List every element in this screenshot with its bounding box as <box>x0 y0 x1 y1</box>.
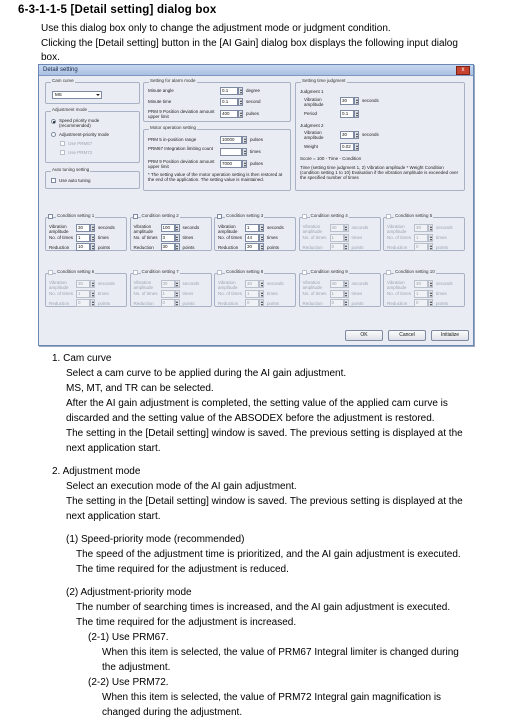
speed-priority-label: Speed priority mode (recommended) <box>59 118 100 128</box>
judgment-group <box>295 78 465 191</box>
group-title: Adjustment mode <box>52 107 88 112</box>
reduction-input[interactable]: 10 <box>76 243 90 251</box>
sub-item-heading: (2-2) Use PRM72. <box>88 677 169 688</box>
vib-label: Vibration amplitude <box>49 224 69 234</box>
times-input[interactable]: 1 <box>245 290 259 298</box>
j2-weight-label: Weight <box>304 144 318 149</box>
vib-unit: seconds <box>98 225 115 230</box>
section-heading: 6-3-1-1-5 [Detail setting] dialog box <box>18 4 217 16</box>
alarm-mode-group <box>143 78 291 122</box>
reduction-label: Reduction <box>218 245 239 250</box>
reduction-unit: points <box>351 301 364 306</box>
use-prm72-label: Use PRM72 <box>68 150 93 155</box>
paragraph-line: MS, MT, and TR can be selected. <box>66 383 214 394</box>
motor-operation-group <box>143 125 291 191</box>
j1-vib-unit: seconds <box>362 98 379 103</box>
reduction-input[interactable]: 0 <box>161 299 175 307</box>
vib-label: Vibration amplitude <box>387 224 407 234</box>
vib-spinner[interactable] <box>344 224 349 232</box>
times-spinner[interactable] <box>428 290 433 298</box>
group-title: Condition setting 4 <box>310 213 348 218</box>
condition-enable-checkbox[interactable] <box>133 270 138 275</box>
group-title: Condition setting 8 <box>226 269 264 274</box>
spacer <box>52 577 500 585</box>
reduction-label: Reduction <box>302 245 323 250</box>
reduction-unit: points <box>182 245 195 250</box>
min-angle-label: Minute angle <box>148 88 174 93</box>
condition-setting-group <box>45 269 127 307</box>
vib-spinner[interactable] <box>428 224 433 232</box>
adjustment-priority-label: Adjustment-priority mode <box>59 132 110 137</box>
cam-curve-select[interactable] <box>52 91 102 99</box>
times-label: No. of times <box>133 291 158 296</box>
sub-item-heading: (2) Adjustment-priority mode <box>66 587 192 598</box>
condition-enable-checkbox[interactable] <box>133 214 138 219</box>
reduction-unit: points <box>436 245 449 250</box>
motor-prm9-unit: pulses <box>250 161 264 166</box>
group-title: Motor operation setting <box>150 125 197 130</box>
vib-unit: seconds <box>436 281 453 286</box>
vib-input[interactable]: 30 <box>76 280 90 288</box>
times-input[interactable]: 1 <box>330 234 344 242</box>
paragraph-line: The time required for the adjustment is reduced. <box>76 564 289 575</box>
paragraph-line: The setting in the [Detail setting] window is saved. The previous setting is displayed at the <box>66 428 463 439</box>
reduction-input[interactable]: 30 <box>245 243 259 251</box>
group-title: Condition setting 7 <box>141 269 179 274</box>
reduction-label: Reduction <box>49 245 70 250</box>
times-unit: times <box>436 235 447 240</box>
min-angle-input[interactable]: 0.1 <box>220 87 238 95</box>
times-spinner[interactable] <box>175 290 180 298</box>
prm5-unit: pulses <box>250 137 264 142</box>
vib-spinner[interactable] <box>428 280 433 288</box>
times-unit: times <box>98 235 109 240</box>
judgment1-label: Judgment 1 <box>300 89 324 94</box>
reduction-unit: points <box>267 245 280 250</box>
vib-label: Vibration amplitude <box>302 224 323 234</box>
vib-label: Vibration amplitude <box>302 280 323 290</box>
cam-curve-group <box>45 78 140 104</box>
times-spinner[interactable] <box>259 234 264 242</box>
times-unit: times <box>267 291 278 296</box>
judgment2-label: Judgment 2 <box>300 123 324 128</box>
group-title: Cam curve <box>52 78 74 83</box>
condition-enable-checkbox[interactable] <box>48 270 53 275</box>
j1-vib-spinner[interactable] <box>354 97 359 105</box>
vib-input[interactable]: 30 <box>414 280 428 288</box>
j2-vib-label: Vibration amplitude <box>304 130 324 140</box>
reduction-spinner[interactable] <box>344 243 349 251</box>
times-label: No. of times <box>218 291 243 296</box>
auto-tuning-group <box>45 167 140 189</box>
paragraph-line: The time required for the adjustment is increased. <box>76 617 297 628</box>
prm67-unit: times <box>250 149 261 154</box>
condition-enable-checkbox[interactable] <box>217 270 222 275</box>
group-title: Condition setting 9 <box>310 269 348 274</box>
close-icon[interactable]: x <box>456 66 470 75</box>
initialize-button[interactable]: Initialize <box>431 330 469 341</box>
reduction-label: Reduction <box>302 301 323 306</box>
paragraph-line: discarded and the setting value of the ABSODEX before the adjustment is restored. <box>66 413 435 424</box>
vib-unit: seconds <box>351 225 369 230</box>
reduction-unit: points <box>98 301 111 306</box>
detail-setting-dialog <box>38 64 474 346</box>
times-unit: times <box>436 291 447 296</box>
times-label: No. of times <box>387 291 412 296</box>
use-prm72-checkbox[interactable] <box>60 150 65 155</box>
description-list <box>52 351 500 720</box>
adjustment-priority-radio[interactable] <box>51 132 56 137</box>
motor-prm9-input[interactable]: 7000 <box>220 160 242 168</box>
motor-note: * The setting value of the motor operation setting is then restored at the end of the application. The setting value is maintained. <box>148 172 283 182</box>
vib-input[interactable]: 30 <box>161 280 175 288</box>
group-title: Condition setting 3 <box>226 213 264 218</box>
times-unit: times <box>98 291 109 296</box>
vib-label: Vibration amplitude <box>387 280 407 290</box>
condition-enable-checkbox[interactable] <box>386 214 391 219</box>
paragraph-line: Select a cam curve to be applied during the AI gain adjustment. <box>66 368 347 379</box>
vib-label: Vibration amplitude <box>133 280 154 290</box>
paragraph-line: The number of searching times is increased, and the AI gain adjustment is executed. <box>76 602 451 613</box>
reduction-input[interactable]: 0 <box>330 299 344 307</box>
times-input[interactable]: 1 <box>330 290 344 298</box>
vib-unit: seconds <box>351 281 369 286</box>
times-input[interactable]: 44 <box>245 234 259 242</box>
min-angle-spinner[interactable] <box>238 87 243 95</box>
reduction-label: Reduction <box>133 245 154 250</box>
times-unit: times <box>351 291 363 296</box>
reduction-spinner[interactable] <box>428 299 433 307</box>
j1-period-input[interactable]: 0.1 <box>340 110 354 118</box>
dialog-titlebar <box>39 65 473 76</box>
score-formula: Score = 100 - Time - Condition <box>300 156 362 161</box>
use-prm67-label: Use PRM67 <box>68 141 93 146</box>
group-title: Condition setting 1 <box>57 213 95 218</box>
vib-spinner[interactable] <box>344 280 349 288</box>
motor-prm9-spinner[interactable] <box>242 160 247 168</box>
times-unit: times <box>351 235 363 240</box>
paragraph-line: the adjustment. <box>102 662 171 673</box>
alarm-prm9-label: PRM 9 Position deviation amount upper limit <box>148 109 215 119</box>
times-input[interactable]: 1 <box>76 290 90 298</box>
reduction-label: Reduction <box>218 301 239 306</box>
times-label: No. of times <box>49 235 74 240</box>
vib-unit: seconds <box>267 225 284 230</box>
vib-input[interactable]: 100 <box>161 224 175 232</box>
paragraph-line: The speed of the adjustment time is prioritized, and the AI gain adjustment is executed. <box>76 549 461 560</box>
reduction-unit: points <box>182 301 195 306</box>
reduction-unit: points <box>351 245 364 250</box>
condition-setting-group <box>299 269 381 307</box>
group-title: Condition setting 2 <box>141 213 179 218</box>
vib-spinner[interactable] <box>259 224 264 232</box>
condition-setting-group <box>214 213 296 251</box>
reduction-input[interactable]: 0 <box>414 299 428 307</box>
intro-line: Clicking the [Detail setting] button in the [AI Gain] dialog box displays the following input dialog <box>41 37 458 49</box>
min-time-unit: second <box>246 99 261 104</box>
alarm-prm9-spinner[interactable] <box>238 110 243 118</box>
prm67-spinner[interactable] <box>242 148 247 156</box>
condition-setting-group <box>45 213 127 251</box>
reduction-label: Reduction <box>387 301 408 306</box>
times-input[interactable]: 1 <box>414 234 428 242</box>
vib-unit: seconds <box>98 281 115 286</box>
vib-spinner[interactable] <box>90 280 95 288</box>
reduction-label: Reduction <box>387 245 408 250</box>
reduction-unit: points <box>267 301 280 306</box>
condition-setting-group <box>130 269 212 307</box>
min-time-label: Minute time <box>148 99 172 104</box>
alarm-prm9-input[interactable]: 400 <box>220 110 238 118</box>
vib-input[interactable]: 30 <box>330 224 344 232</box>
reduction-unit: points <box>98 245 111 250</box>
j2-weight-spinner[interactable] <box>354 143 359 151</box>
intro-line: Use this dialog box only to change the adjustment mode or judgment condition. <box>41 23 391 34</box>
j2-vib-spinner[interactable] <box>354 131 359 139</box>
condition-enable-checkbox[interactable] <box>386 270 391 275</box>
group-title: Setting for alarm mode <box>150 78 196 83</box>
condition-setting-group <box>130 213 212 251</box>
cancel-button[interactable]: Cancel <box>388 330 426 341</box>
times-spinner[interactable] <box>90 290 95 298</box>
vib-spinner[interactable] <box>90 224 95 232</box>
vib-input[interactable]: 30 <box>330 280 344 288</box>
min-time-spinner[interactable] <box>238 98 243 106</box>
reduction-label: Reduction <box>133 301 154 306</box>
reduction-input[interactable]: 0 <box>330 243 344 251</box>
reduction-label: Reduction <box>49 301 70 306</box>
vib-input[interactable]: 30 <box>76 224 90 232</box>
list-item-heading: 1. Cam curve <box>52 353 112 364</box>
reduction-spinner[interactable] <box>90 243 95 251</box>
j2-vib-unit: seconds <box>362 132 379 137</box>
reduction-unit: points <box>436 301 449 306</box>
vib-label: Vibration amplitude <box>218 280 238 290</box>
times-spinner[interactable] <box>344 290 349 298</box>
paragraph-line: The setting in the [Detail setting] window is saved. The previous setting is displayed at the <box>66 496 463 507</box>
j1-period-spinner[interactable] <box>354 110 359 118</box>
paragraph-line: next application start. <box>66 511 161 522</box>
use-auto-tuning-label: Use auto tuning <box>59 178 91 183</box>
times-input[interactable]: 1 <box>161 290 175 298</box>
condition-enable-checkbox[interactable] <box>217 214 222 219</box>
condition-setting-group <box>214 269 296 307</box>
list-item-heading: 2. Adjustment mode <box>52 466 141 477</box>
sub-item-heading: (2-1) Use PRM67. <box>88 632 169 643</box>
vib-input[interactable]: 30 <box>245 280 259 288</box>
use-prm67-checkbox[interactable] <box>60 141 65 146</box>
paragraph-line: When this item is selected, the value of PRM72 Integral gain magnification is <box>102 692 442 703</box>
prm5-label: PRM 5 in-position range <box>148 137 197 142</box>
times-label: No. of times <box>218 235 243 240</box>
paragraph-line: When this item is selected, the value of PRM67 Integral limiter is changed during <box>102 647 459 658</box>
times-spinner[interactable] <box>428 234 433 242</box>
paragraph-line: After the AI gain adjustment is completed, the setting value of the applied cam curve is <box>66 398 448 409</box>
reduction-spinner[interactable] <box>259 243 264 251</box>
intro-line: box. <box>41 52 60 63</box>
spacer <box>52 524 500 532</box>
paragraph-line: changed during the adjustment. <box>102 707 243 718</box>
j1-vib-label: Vibration amplitude <box>304 97 324 107</box>
times-input[interactable]: 3 <box>161 234 175 242</box>
prm5-input[interactable]: 10000 <box>220 136 242 144</box>
intro-text <box>41 22 503 66</box>
vib-unit: seconds <box>267 281 284 286</box>
vib-spinner[interactable] <box>175 224 180 232</box>
prm5-spinner[interactable] <box>242 136 247 144</box>
times-spinner[interactable] <box>344 234 349 242</box>
condition-setting-group <box>299 213 381 251</box>
group-title: Condition setting 6 <box>57 269 95 274</box>
cam-curve-value: MS <box>55 92 62 97</box>
vib-input[interactable]: 30 <box>414 224 428 232</box>
prm67-input[interactable] <box>220 148 242 156</box>
vib-label: Vibration amplitude <box>49 280 69 290</box>
group-title: Condition setting 5 <box>395 213 433 218</box>
times-spinner[interactable] <box>259 290 264 298</box>
times-label: No. of times <box>302 235 327 240</box>
alarm-prm9-unit: pulses <box>246 111 260 116</box>
paragraph-line: Select an execution mode of the AI gain adjustment. <box>66 481 297 492</box>
reduction-spinner[interactable] <box>175 299 180 307</box>
vib-unit: seconds <box>436 225 453 230</box>
reduction-spinner[interactable] <box>175 243 180 251</box>
group-title: Auto tuning setting <box>52 167 90 172</box>
adjustment-mode-group <box>45 107 140 163</box>
reduction-input[interactable]: 0 <box>245 299 259 307</box>
condition-enable-checkbox[interactable] <box>302 270 307 275</box>
reduction-spinner[interactable] <box>344 299 349 307</box>
prm67-label: PRM67 Integration limiting count <box>148 146 214 151</box>
times-label: No. of times <box>49 291 74 296</box>
reduction-spinner[interactable] <box>90 299 95 307</box>
reduction-input[interactable]: 0 <box>414 243 428 251</box>
times-unit: times <box>182 235 194 240</box>
use-auto-tuning-checkbox[interactable] <box>51 178 56 183</box>
sub-item-heading: (1) Speed-priority mode (recommended) <box>66 534 245 545</box>
min-angle-unit: degree <box>246 88 261 93</box>
vib-spinner[interactable] <box>259 280 264 288</box>
vib-spinner[interactable] <box>175 280 180 288</box>
speed-priority-radio[interactable] <box>51 119 56 124</box>
reduction-spinner[interactable] <box>259 299 264 307</box>
condition-setting-group <box>383 213 465 251</box>
vib-label: Vibration amplitude <box>133 224 154 234</box>
vib-unit: seconds <box>182 225 200 230</box>
ok-button[interactable]: OK <box>345 330 383 341</box>
group-title: Setting time judgment <box>302 78 346 83</box>
min-time-input[interactable]: 0.1 <box>220 98 238 106</box>
times-spinner[interactable] <box>175 234 180 242</box>
vib-input[interactable]: 1 <box>245 224 259 232</box>
times-unit: times <box>267 235 278 240</box>
motor-prm9-label: PRM 9 Position deviation amount upper limit <box>148 159 215 169</box>
reduction-spinner[interactable] <box>428 243 433 251</box>
condition-setting-group <box>383 269 465 307</box>
times-label: No. of times <box>133 235 158 240</box>
j2-vib-input[interactable]: 30 <box>340 131 354 139</box>
condition-enable-checkbox[interactable] <box>48 214 53 219</box>
times-unit: times <box>182 291 194 296</box>
times-label: No. of times <box>302 291 327 296</box>
condition-enable-checkbox[interactable] <box>302 214 307 219</box>
times-input[interactable]: 1 <box>414 290 428 298</box>
judgment-note: Time (setting time judgment 1, 2) Vibration amplitude * Weight Condition (condition setting 1 to 10) Evaluation if the vibration amplitude is exceeded over the specified number of times <box>300 165 459 180</box>
j1-vib-input[interactable]: 30 <box>340 97 354 105</box>
times-spinner[interactable] <box>90 234 95 242</box>
vib-label: Vibration amplitude <box>218 224 238 234</box>
chevron-down-icon <box>96 94 100 96</box>
times-input[interactable]: 1 <box>76 234 90 242</box>
times-label: No. of times <box>387 235 412 240</box>
paragraph-line: next application start. <box>66 443 161 454</box>
dialog-title: Detail setting <box>43 67 78 73</box>
spacer <box>52 456 500 464</box>
reduction-input[interactable]: 0 <box>76 299 90 307</box>
group-title: Condition setting 10 <box>395 269 435 274</box>
j2-weight-input[interactable]: 0.02 <box>340 143 354 151</box>
vib-unit: seconds <box>182 281 200 286</box>
reduction-input[interactable]: 30 <box>161 243 175 251</box>
j1-period-label: Period <box>304 111 318 116</box>
